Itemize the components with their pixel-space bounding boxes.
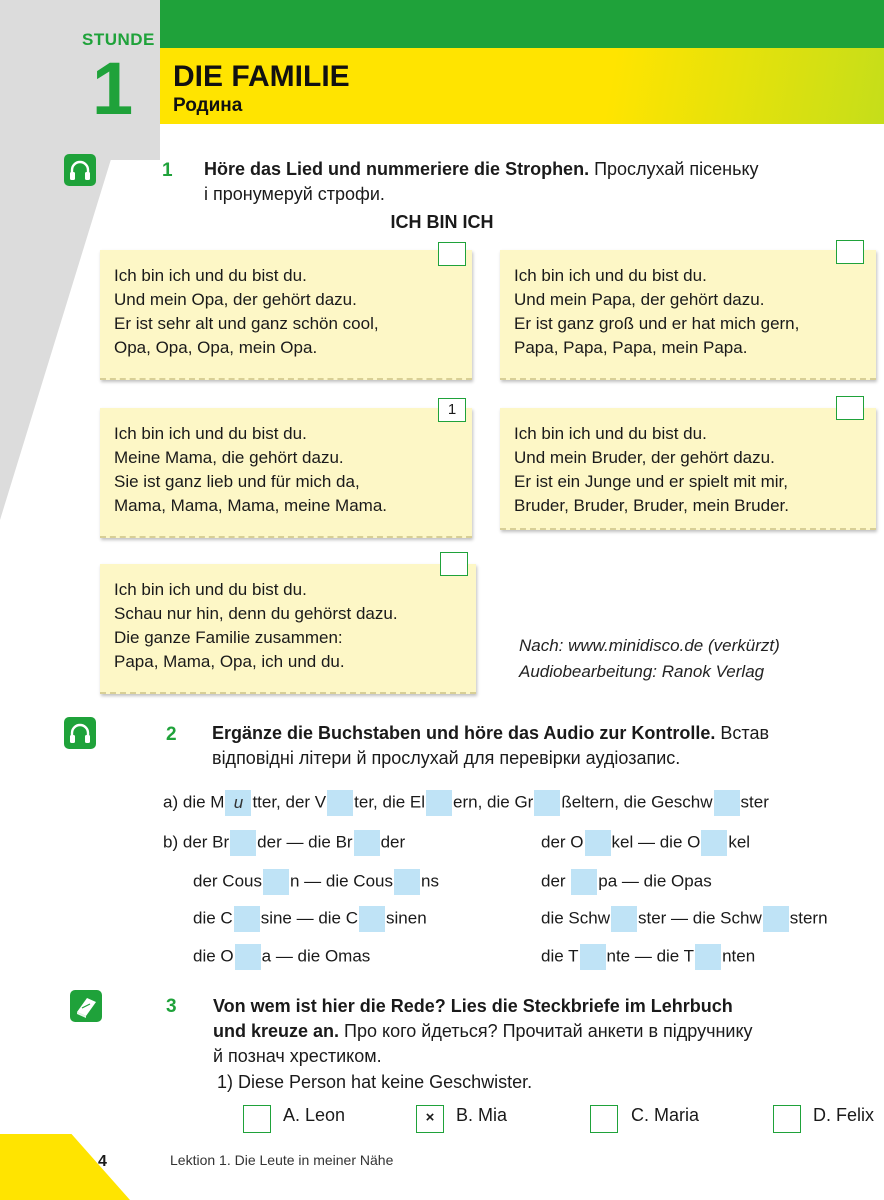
word-part: a — die Omas xyxy=(261,946,371,966)
task-3-bold-1: Von wem ist hier die Rede? Lies die Steckbriefe im Lehrbuch xyxy=(213,996,733,1016)
stanza-line: Ich bin ich und du bist du. xyxy=(514,424,707,443)
page-title: DIE FAMILIE xyxy=(173,60,350,93)
word-part: kel xyxy=(728,832,751,852)
word-part: sine — die C xyxy=(260,908,359,928)
headphones-icon[interactable] xyxy=(64,717,96,749)
stanza-opa xyxy=(100,250,472,380)
word-part: der O xyxy=(541,832,584,852)
answer-box-d[interactable] xyxy=(773,1105,801,1133)
row-label: a) xyxy=(163,792,179,812)
word-part: die O xyxy=(193,946,234,966)
letter-gap[interactable] xyxy=(426,790,452,816)
task-3-bold-2: und kreuze an. xyxy=(213,1021,340,1041)
option-a-label: A. Leon xyxy=(283,1105,346,1125)
stanza-line: Ich bin ich und du bist du. xyxy=(114,266,307,285)
stunde-label: STUNDE xyxy=(82,30,155,49)
letter-gap[interactable] xyxy=(580,944,606,970)
task-2-bold: Ergänze die Buchstaben und höre das Audio zur Kontrolle. xyxy=(212,723,716,743)
word-part: sinen xyxy=(386,908,427,928)
word-part: die T xyxy=(541,946,579,966)
exercise-row-r4 xyxy=(541,944,755,970)
letter-gap[interactable] xyxy=(695,944,721,970)
stanza-bruder xyxy=(500,408,876,530)
word-part: stern xyxy=(789,908,828,928)
lesson-number: 1 xyxy=(92,47,134,130)
song-source xyxy=(519,633,780,685)
book-icon[interactable] xyxy=(70,990,102,1022)
stanza-line: Meine Mama, die gehört dazu. xyxy=(114,448,344,467)
stanza-line: Sie ist ganz lieb und für mich da, xyxy=(114,472,360,491)
task-2-number: 2 xyxy=(166,724,177,745)
letter-gap[interactable] xyxy=(394,869,420,895)
option-c-label: C. Maria xyxy=(631,1105,700,1125)
answer-box-c[interactable] xyxy=(590,1105,618,1133)
source-line-1: Nach: www.minidisco.de (verkürzt) xyxy=(519,636,780,655)
stanza-line: Er ist sehr alt und ganz schön cool, xyxy=(114,314,379,333)
stanza-line: Er ist ein Junge und er spielt mit mir, xyxy=(514,472,789,491)
stanza-line: Ich bin ich und du bist du. xyxy=(114,424,307,443)
exercise-row-r2 xyxy=(541,869,712,895)
footer-yellow-corner xyxy=(0,1134,130,1200)
stanza-line: Die ganze Familie zusammen: xyxy=(114,628,343,647)
task-2-instruction xyxy=(212,721,769,771)
word-part: die Schw xyxy=(541,908,610,928)
word-part: nten xyxy=(722,946,756,966)
letter-gap[interactable] xyxy=(534,790,560,816)
headphones-icon[interactable] xyxy=(64,154,96,186)
exercise-row-r1 xyxy=(541,830,750,856)
word-part: tter, der V xyxy=(252,792,327,812)
word-part: ns xyxy=(420,871,439,891)
word-part: der xyxy=(380,832,406,852)
task-3-line3: й познач хрестиком. xyxy=(213,1046,382,1066)
source-line-2: Audiobearbeitung: Ranok Verlag xyxy=(519,662,765,681)
stanza-papa xyxy=(500,250,876,380)
stanza-familie xyxy=(100,564,476,694)
row-label: b) xyxy=(163,832,179,852)
song-title: ICH BIN ICH xyxy=(390,212,494,232)
stanza-number-box[interactable] xyxy=(836,240,864,264)
word-part: der — die Br xyxy=(257,832,353,852)
word-part: ter, die El xyxy=(354,792,426,812)
task-2-rest: Встав xyxy=(715,723,770,743)
stanza-line: Er ist ganz groß und er hat mich gern, xyxy=(514,314,800,333)
task-1-bold: Höre das Lied und nummeriere die Strophen. xyxy=(204,159,590,179)
stanza-line: Und mein Opa, der gehört dazu. xyxy=(114,290,357,309)
word-part: ern, die Gr xyxy=(453,792,534,812)
letter-gap[interactable] xyxy=(327,790,353,816)
stanza-number-box[interactable] xyxy=(440,552,468,576)
stanza-line: Bruder, Bruder, Bruder, mein Bruder. xyxy=(514,496,789,515)
footer-lesson-title: Lektion 1. Die Leute in meiner Nähe xyxy=(170,1152,394,1168)
word-part: pa — die Opas xyxy=(598,871,712,891)
stanza-number-box[interactable]: 1 xyxy=(438,398,466,422)
stanza-line: Papa, Papa, Papa, mein Papa. xyxy=(514,338,748,357)
task-1-rest: Прослухай пісеньку xyxy=(589,159,759,179)
word-part: die M xyxy=(182,792,225,812)
stanza-line: Und mein Bruder, der gehört dazu. xyxy=(514,448,775,467)
stanza-line: Und mein Papa, der gehört dazu. xyxy=(514,290,765,309)
task-1-instruction xyxy=(204,157,759,207)
word-part: der Cous xyxy=(193,871,262,891)
answer-box-a[interactable] xyxy=(243,1105,271,1133)
task-1-line2: і пронумеруй строфи. xyxy=(204,184,385,204)
letter-gap[interactable] xyxy=(235,944,261,970)
word-part: die C xyxy=(193,908,233,928)
stanza-line: Opa, Opa, Opa, mein Opa. xyxy=(114,338,318,357)
task-3-rest: Про кого йдеться? Прочитай анкети в підручнику xyxy=(339,1021,753,1041)
letter-gap[interactable] xyxy=(763,906,789,932)
word-part: ßeltern, die Geschw xyxy=(561,792,713,812)
task-3-number: 3 xyxy=(166,996,177,1017)
exercise-row-a xyxy=(163,790,769,816)
stanza-line: Mama, Mama, Mama, meine Mama. xyxy=(114,496,388,515)
page-number: 4 xyxy=(98,1153,107,1170)
word-part: der xyxy=(541,871,571,891)
option-d-label: D. Felix xyxy=(813,1105,875,1125)
stanza-mama xyxy=(100,408,472,538)
task-3-instruction xyxy=(213,994,753,1069)
stanza-number-box[interactable] xyxy=(438,242,466,266)
answer-box-b[interactable]: × xyxy=(416,1105,444,1133)
page-subtitle: Родина xyxy=(173,95,243,116)
letter-gap[interactable] xyxy=(354,830,380,856)
exercise-row-b4 xyxy=(193,944,370,970)
exercise-row-b3 xyxy=(193,906,427,932)
letter-gap[interactable] xyxy=(714,790,740,816)
word-part: nte — die T xyxy=(606,946,695,966)
task-2-line2: відповідні літери й прослухай для перевірки аудіозапис. xyxy=(212,748,681,768)
letter-gap[interactable] xyxy=(230,830,256,856)
stanza-number-box[interactable] xyxy=(836,396,864,420)
letter-gap[interactable] xyxy=(701,830,727,856)
exercise-row-b1 xyxy=(163,830,405,856)
letter-gap[interactable] xyxy=(571,869,597,895)
letter-gap[interactable] xyxy=(611,906,637,932)
question-1: 1) Diese Person hat keine Geschwister. xyxy=(217,1072,533,1092)
word-part: der Br xyxy=(182,832,230,852)
word-part: kel — die O xyxy=(611,832,701,852)
option-b-label: B. Mia xyxy=(456,1105,508,1125)
stanza-line: Ich bin ich und du bist du. xyxy=(514,266,707,285)
stanza-line: Schau nur hin, denn du gehörst dazu. xyxy=(114,604,398,623)
stanza-line: Papa, Mama, Opa, ich und du. xyxy=(114,652,345,671)
exercise-row-b2 xyxy=(193,869,439,895)
exercise-row-r3 xyxy=(541,906,828,932)
word-part: ster xyxy=(740,792,769,812)
stanza-line: Ich bin ich und du bist du. xyxy=(114,580,307,599)
letter-gap[interactable]: u xyxy=(225,790,251,816)
word-part: ster — die Schw xyxy=(637,908,762,928)
task-1-number: 1 xyxy=(162,160,173,181)
header-green-bar xyxy=(160,0,884,48)
letter-gap[interactable] xyxy=(234,906,260,932)
letter-gap[interactable] xyxy=(263,869,289,895)
word-part: n — die Cous xyxy=(289,871,393,891)
header-gray-block xyxy=(0,0,160,160)
letter-gap[interactable] xyxy=(359,906,385,932)
letter-gap[interactable] xyxy=(585,830,611,856)
